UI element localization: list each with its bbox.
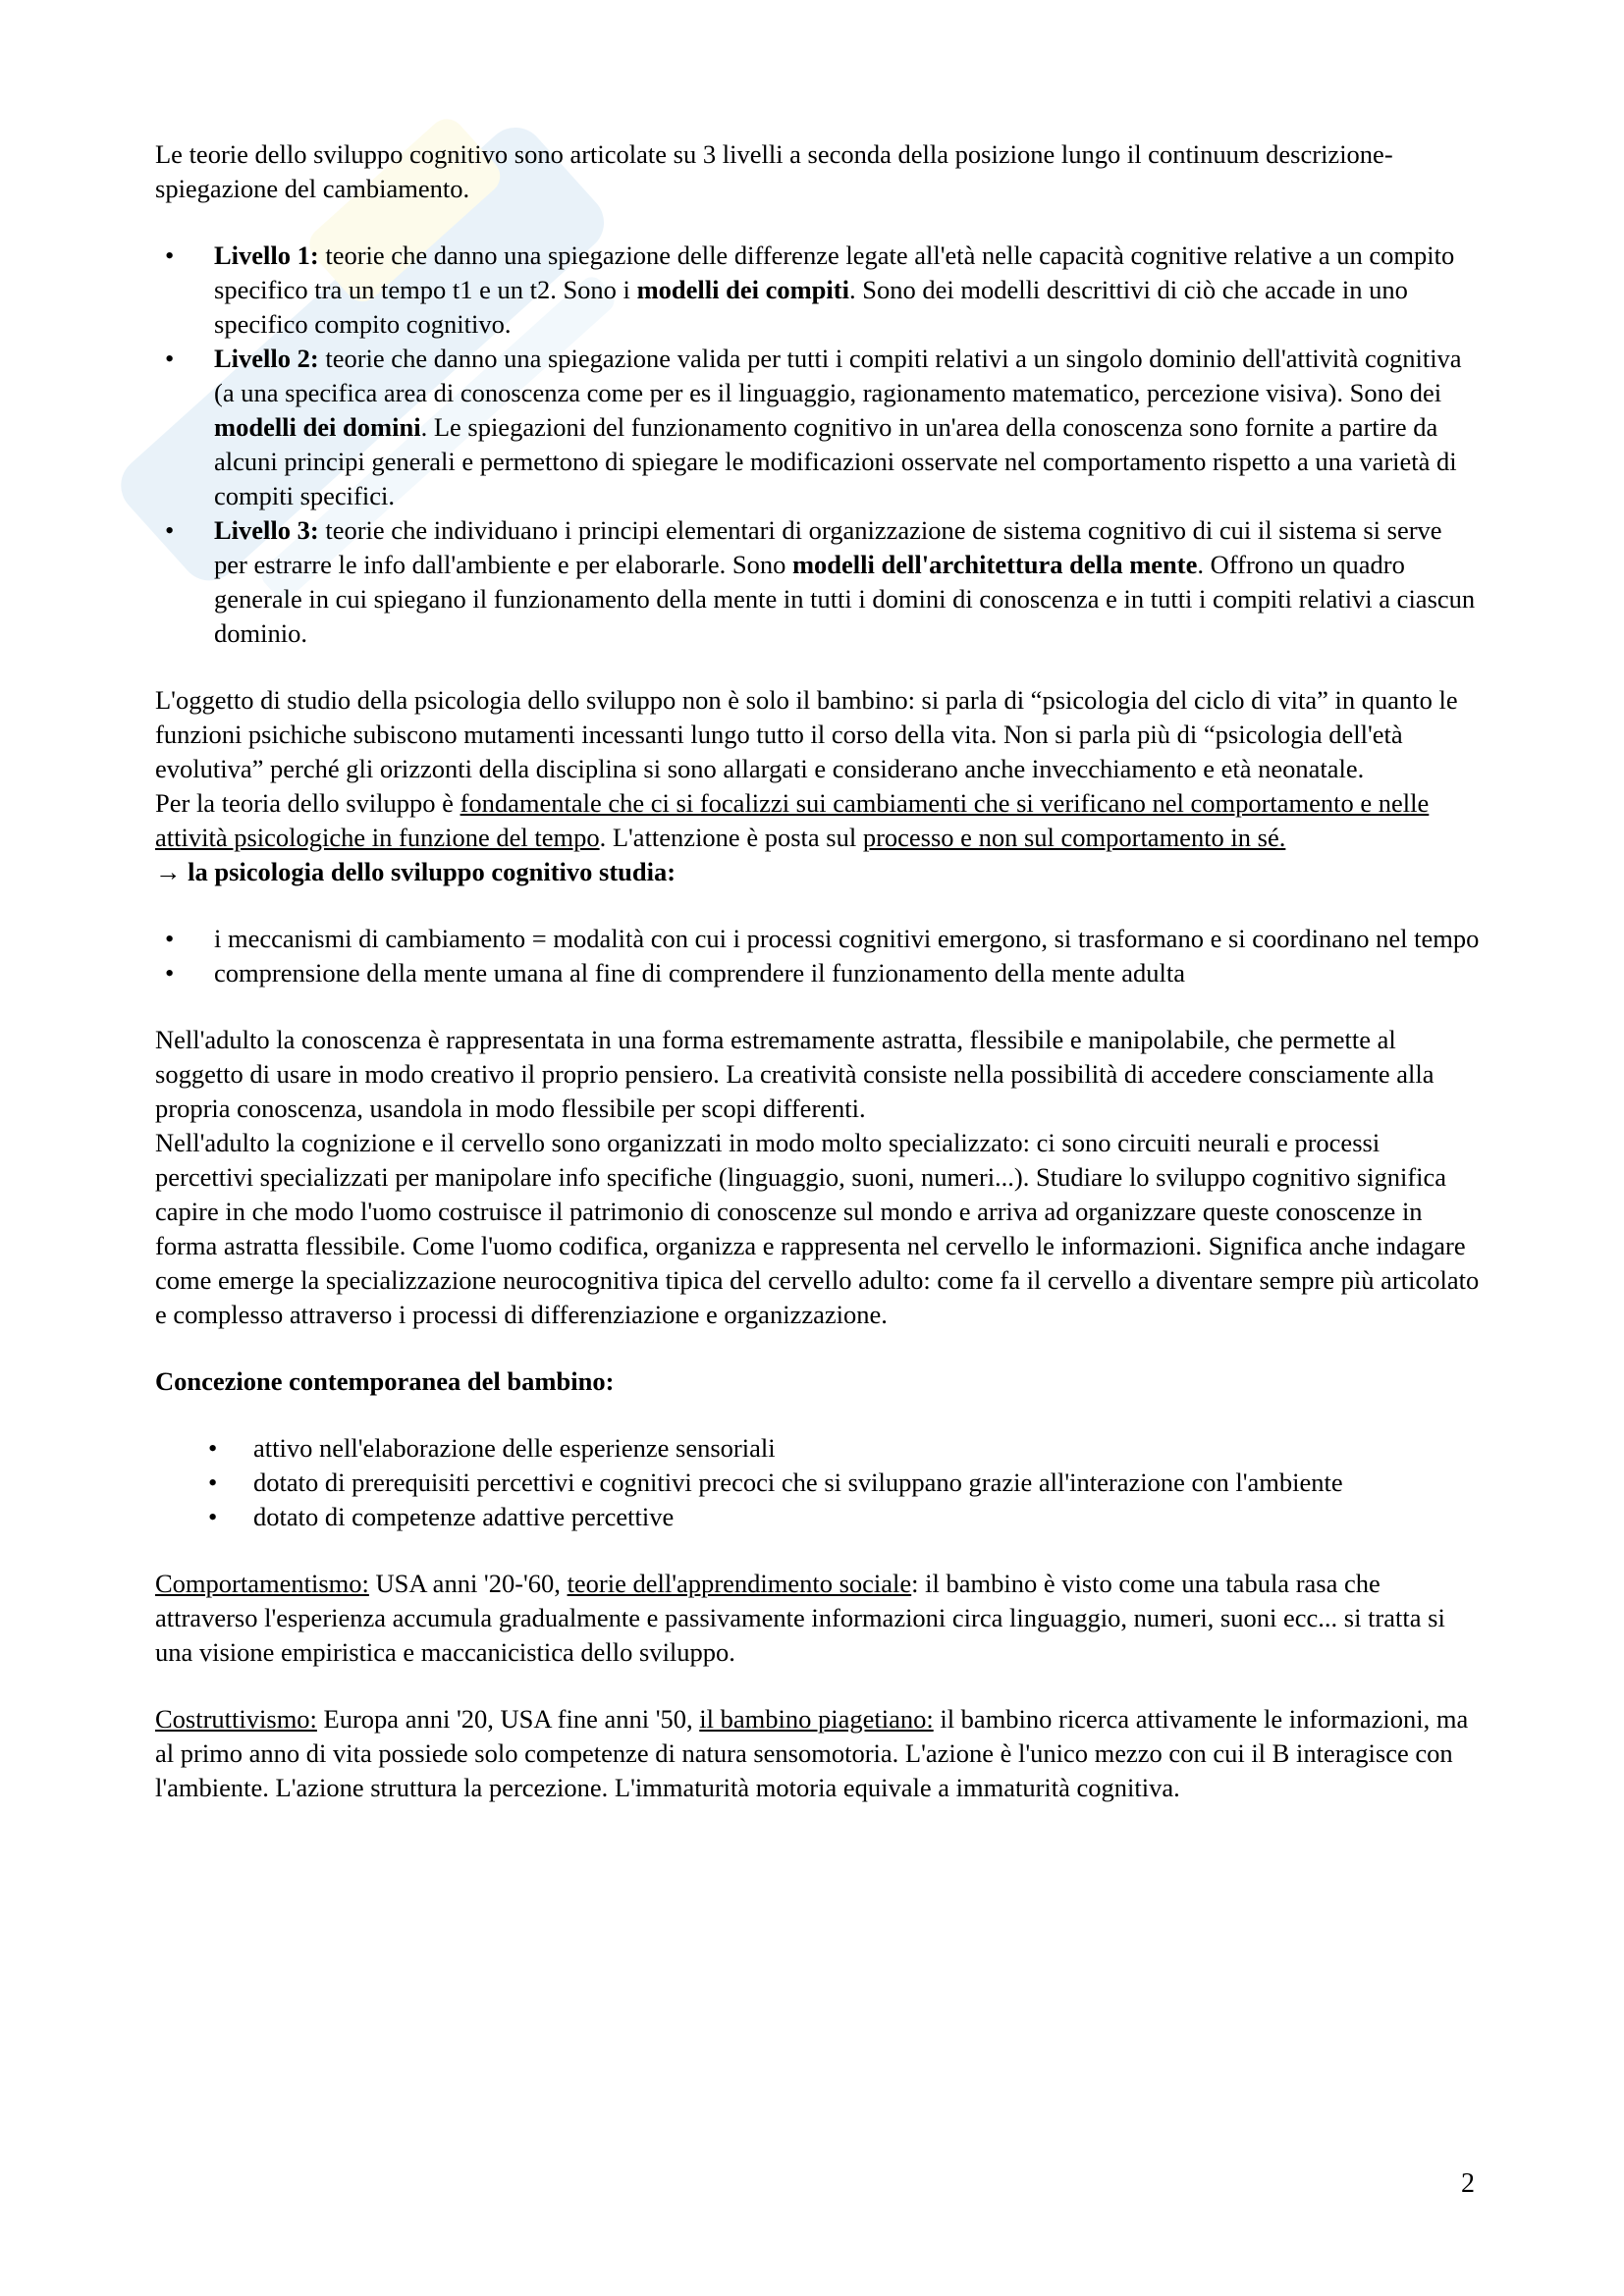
list-item: • comprensione della mente umana al fine di comprendere il funzionamento della mente adulta bbox=[155, 956, 1481, 990]
paragraph-oggetto: L'oggetto di studio della psicologia dello sviluppo non è solo il bambino: si parla di “psicologia del ciclo di vita” in quanto le funzioni psichiche subiscono mutamenti incessanti lungo tutto il corso della vita. Non si parla più di “psicologia dell'età evolutiva” perché gli orizzonti della disciplina si sono allargati e considerano anche invecchiamento e età neonatale. bbox=[155, 685, 1458, 783]
paragraph-costruttivismo: Costruttivismo: Europa anni '20, USA fine anni '50, il bambino piagetiano: il bambino ricerca attivamente le informazioni, ma al primo anno di vita possiede solo competenze di natura sensomotoria. L'azione è l'unico mezzo con cui il B interagisce con l'ambiente. L'azione struttura la percezione. L'immaturità motoria equivale a immaturità cognitiva. bbox=[155, 1704, 1469, 1802]
list-item-level-3: • Livello 3: teorie che individuano i principi elementari di organizzazione de sistema cognitivo di cui il sistema si serve per estrarre le info dall'ambiente e per elaborarle. Sono modelli dell'architettura della mente. Offrono un quadro generale in cui spiegano il funzionamento della mente in tutti i domini di conoscenza e in tutti i compiti relativi a ciascun dominio. bbox=[155, 513, 1481, 651]
list-item: • dotato di prerequisiti percettivi e cognitivi precoci che si sviluppano grazie all'interazione con l'ambiente bbox=[155, 1466, 1481, 1500]
list-item: • attivo nell'elaborazione delle esperienze sensoriali bbox=[155, 1431, 1481, 1466]
list-item: • dotato di competenze adattive percettive bbox=[155, 1500, 1481, 1534]
list-item-level-2: • Livello 2: teorie che danno una spiegazione valida per tutti i compiti relativi a un singolo dominio dell'attività cognitiva (a una specifica area di conoscenza come per es il linguaggio, ragionamento matematico, percezione visiva). Sono dei modelli dei domini. Le spiegazioni del funzionamento cognitivo in un'area della conoscenza sono fornite a partire da alcuni principi generali e permettono di spiegare le modificazioni osservate nel comportamento rispetto a una varietà di compiti specifici. bbox=[155, 342, 1481, 513]
intro-paragraph: Le teorie dello sviluppo cognitivo sono articolate su 3 livelli a seconda della posizione lungo il continuum descrizione-spiegazione del cambiamento. bbox=[155, 139, 1393, 203]
concezione-heading: Concezione contemporanea del bambino: bbox=[155, 1366, 615, 1396]
list-item-level-1: • Livello 1: teorie che danno una spiegazione delle differenze legate all'età nelle capacità cognitive relative a un compito specifico tra un tempo t1 e un t2. Sono i modelli dei compiti. Sono dei modelli descrittivi di ciò che accade in uno specifico compito cognitivo. bbox=[155, 239, 1481, 342]
paragraph-adulto-2: Nell'adulto la cognizione e il cervello sono organizzati in modo molto specializzato: ci sono circuiti neurali e processi percettivi specializzati per manipolare info specifiche (linguaggio, suoni, numeri...). Studiare lo sviluppo cognitivo significa capire in che modo l'uomo costruisce il patrimonio di conoscenze sul mondo e arriva ad organizzare queste conoscenze in forma astratta flessibile. Come l'uomo codifica, organizza e rappresenta nel cervello le informazioni. Significa anche indagare come emerge la specializzazione neurocognitiva tipica del cervello adulto: come fa il cervello a diventare sempre più articolato e complesso attraverso i processi di differenziazione e organizzazione. bbox=[155, 1128, 1480, 1329]
levels-list bbox=[155, 239, 1481, 651]
document-body bbox=[155, 137, 1481, 1805]
concezione-list bbox=[155, 1431, 1481, 1534]
paragraph-adulto-1: Nell'adulto la conoscenza è rappresentata in una forma estremamente astratta, flessibile e manipolabile, che permette al soggetto di usare in modo creativo il proprio pensiero. La creatività consiste nella possibilità di accedere consciamente alla propria conoscenza, usandola in modo flessibile per scopi differenti. bbox=[155, 1025, 1435, 1123]
list-item: • i meccanismi di cambiamento = modalità con cui i processi cognitivi emergono, si trasformano e si coordinano nel tempo bbox=[155, 922, 1481, 956]
arrow-heading: → la psicologia dello sviluppo cognitivo studia: bbox=[155, 857, 677, 886]
paragraph-teoria: Per la teoria dello sviluppo è fondamentale che ci si focalizzi sui cambiamenti che si verificano nel comportamento e nelle attività psicologiche in funzione del tempo. L'attenzione è posta sul processo e non sul comportamento in sé. bbox=[155, 788, 1430, 852]
paragraph-comportamentismo: Comportamentismo: USA anni '20-'60, teorie dell'apprendimento sociale: il bambino è visto come una tabula rasa che attraverso l'esperienza accumula gradualmente e passivamente informazioni circa linguaggio, numeri, suoni ecc... si tratta si una visione empiristica e maccanicistica dello sviluppo. bbox=[155, 1569, 1445, 1667]
page-number: 2 bbox=[1461, 2168, 1475, 2199]
studia-list bbox=[155, 922, 1481, 990]
